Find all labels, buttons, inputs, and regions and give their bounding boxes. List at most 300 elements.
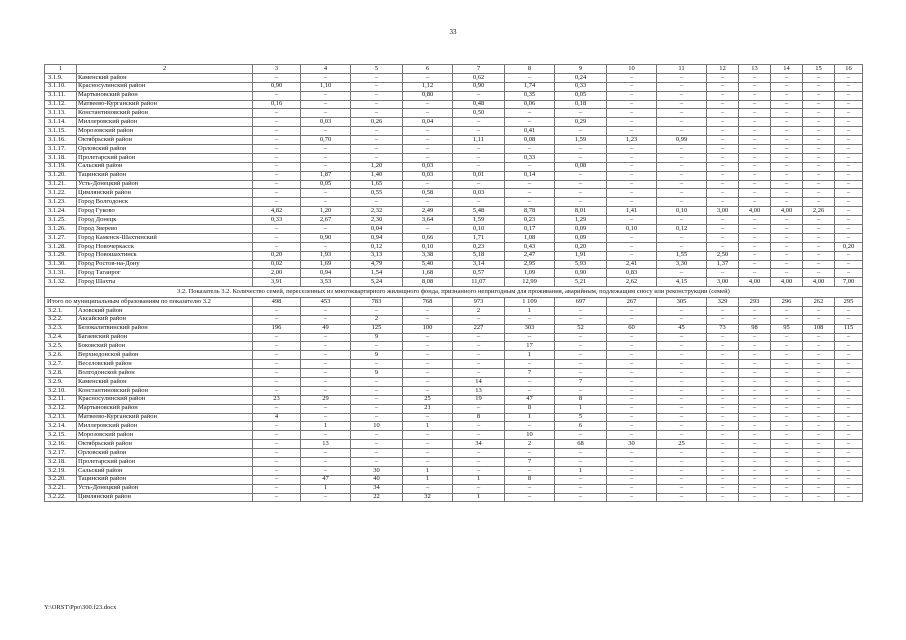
value-cell: 0,62: [453, 73, 505, 82]
value-cell: –: [803, 260, 835, 269]
value-cell: –: [835, 118, 863, 127]
value-cell: –: [835, 360, 863, 369]
municipality-name-cell: Цимлянский район: [77, 493, 253, 502]
table-row: [45, 216, 863, 225]
value-cell: –: [739, 198, 771, 207]
value-cell: 0,08: [505, 136, 555, 145]
table-row: [45, 233, 863, 242]
value-cell: 5,48: [453, 207, 505, 216]
value-cell: 1,29: [555, 216, 607, 225]
row-number-cell: 3.2.5.: [45, 342, 77, 351]
value-cell: –: [835, 342, 863, 351]
value-cell: –: [739, 260, 771, 269]
value-cell: –: [803, 242, 835, 251]
value-cell: –: [771, 440, 803, 449]
value-cell: 1: [301, 484, 351, 493]
row-number-cell: 3.1.32.: [45, 278, 77, 287]
value-cell: 0,01: [453, 171, 505, 180]
value-cell: –: [403, 306, 453, 315]
value-cell: –: [607, 475, 657, 484]
municipality-name-cell: Сальский район: [77, 466, 253, 475]
value-cell: 68: [555, 440, 607, 449]
value-cell: 227: [453, 324, 505, 333]
table-row: [45, 404, 863, 413]
municipality-name-cell: Боковский район: [77, 342, 253, 351]
value-cell: 0,06: [505, 100, 555, 109]
value-cell: –: [739, 127, 771, 136]
value-cell: –: [253, 422, 301, 431]
value-cell: 1,87: [301, 171, 351, 180]
value-cell: –: [771, 484, 803, 493]
value-cell: –: [607, 242, 657, 251]
row-number-cell: 3.2.15.: [45, 431, 77, 440]
row-number-cell: 3.1.11.: [45, 91, 77, 100]
value-cell: –: [403, 153, 453, 162]
value-cell: 0,24: [555, 73, 607, 82]
column-number-cell: 15: [803, 65, 835, 74]
value-cell: –: [707, 395, 739, 404]
value-cell: –: [301, 162, 351, 171]
section-heading-row: [45, 287, 863, 298]
value-cell: 1: [301, 422, 351, 431]
value-cell: –: [803, 466, 835, 475]
row-number-cell: 3.2.14.: [45, 422, 77, 431]
value-cell: 0,02: [253, 260, 301, 269]
value-cell: –: [351, 127, 403, 136]
value-cell: –: [555, 493, 607, 502]
value-cell: –: [803, 431, 835, 440]
row-number-cell: 3.1.26.: [45, 225, 77, 234]
value-cell: –: [707, 422, 739, 431]
value-cell: –: [453, 127, 505, 136]
value-cell: –: [771, 333, 803, 342]
value-cell: –: [771, 315, 803, 324]
value-cell: –: [739, 73, 771, 82]
value-cell: –: [453, 91, 505, 100]
municipality-name-cell: Октябрьский район: [77, 440, 253, 449]
value-cell: –: [403, 386, 453, 395]
value-cell: –: [739, 251, 771, 260]
value-cell: 0,10: [607, 225, 657, 234]
value-cell: –: [707, 369, 739, 378]
value-cell: –: [607, 118, 657, 127]
value-cell: 1,11: [453, 136, 505, 145]
value-cell: 5,24: [351, 278, 403, 287]
value-cell: 1: [453, 493, 505, 502]
value-cell: –: [253, 333, 301, 342]
value-cell: –: [607, 493, 657, 502]
value-cell: –: [555, 109, 607, 118]
value-cell: –: [771, 404, 803, 413]
value-cell: 4,00: [739, 207, 771, 216]
value-cell: –: [351, 413, 403, 422]
value-cell: –: [301, 493, 351, 502]
value-cell: –: [607, 198, 657, 207]
value-cell: 0,33: [505, 153, 555, 162]
value-cell: –: [253, 233, 301, 242]
value-cell: 1,59: [555, 136, 607, 145]
value-cell: –: [555, 351, 607, 360]
value-cell: –: [803, 251, 835, 260]
value-cell: –: [607, 162, 657, 171]
value-cell: –: [301, 377, 351, 386]
value-cell: 0,05: [301, 180, 351, 189]
value-cell: –: [707, 440, 739, 449]
value-cell: –: [707, 136, 739, 145]
value-cell: –: [403, 136, 453, 145]
page-number: 33: [449, 28, 457, 36]
value-cell: –: [505, 315, 555, 324]
municipality-name-cell: Веселовский район: [77, 360, 253, 369]
row-number-cell: 3.2.20.: [45, 475, 77, 484]
value-cell: –: [657, 180, 707, 189]
column-number-cell: 1: [45, 65, 77, 74]
value-cell: 3,53: [301, 278, 351, 287]
value-cell: –: [657, 315, 707, 324]
value-cell: –: [803, 413, 835, 422]
value-cell: –: [707, 466, 739, 475]
municipality-name-cell: Город Новочеркасск: [77, 242, 253, 251]
value-cell: –: [803, 145, 835, 154]
value-cell: –: [505, 180, 555, 189]
value-cell: 0,90: [253, 82, 301, 91]
row-number-cell: 3.2.3.: [45, 324, 77, 333]
value-cell: 32: [403, 493, 453, 502]
value-cell: 1,54: [351, 269, 403, 278]
value-cell: 1: [555, 404, 607, 413]
value-cell: 1,55: [657, 251, 707, 260]
value-cell: –: [403, 484, 453, 493]
value-cell: –: [607, 422, 657, 431]
value-cell: 9: [351, 333, 403, 342]
value-cell: –: [707, 315, 739, 324]
value-cell: –: [771, 395, 803, 404]
value-cell: –: [771, 422, 803, 431]
value-cell: 4,00: [771, 278, 803, 287]
value-cell: 0,17: [505, 225, 555, 234]
value-cell: –: [657, 360, 707, 369]
value-cell: –: [835, 216, 863, 225]
value-cell: –: [803, 153, 835, 162]
value-cell: –: [803, 91, 835, 100]
value-cell: 1,93: [301, 251, 351, 260]
value-cell: –: [707, 216, 739, 225]
value-cell: –: [253, 136, 301, 145]
value-cell: –: [607, 82, 657, 91]
value-cell: –: [403, 360, 453, 369]
value-cell: –: [351, 440, 403, 449]
value-cell: –: [351, 342, 403, 351]
value-cell: 10: [505, 431, 555, 440]
value-cell: –: [803, 171, 835, 180]
value-cell: 13: [301, 440, 351, 449]
value-cell: 21: [403, 404, 453, 413]
row-number-cell: 3.1.28.: [45, 242, 77, 251]
value-cell: –: [301, 315, 351, 324]
table-row: [45, 431, 863, 440]
value-cell: –: [771, 109, 803, 118]
value-cell: –: [657, 73, 707, 82]
total-value-cell: 305: [657, 298, 707, 307]
column-number-cell: 10: [607, 65, 657, 74]
value-cell: 1: [403, 422, 453, 431]
value-cell: –: [707, 493, 739, 502]
value-cell: –: [657, 466, 707, 475]
municipality-name-cell: Город Донецк: [77, 216, 253, 225]
value-cell: –: [253, 449, 301, 458]
value-cell: –: [555, 145, 607, 154]
value-cell: –: [835, 315, 863, 324]
value-cell: –: [351, 109, 403, 118]
total-value-cell: 783: [351, 298, 403, 307]
row-number-cell: 3.2.7.: [45, 360, 77, 369]
value-cell: –: [739, 422, 771, 431]
value-cell: –: [301, 351, 351, 360]
value-cell: –: [707, 171, 739, 180]
value-cell: –: [771, 269, 803, 278]
value-cell: –: [835, 493, 863, 502]
value-cell: 4,00: [739, 278, 771, 287]
table-row: [45, 118, 863, 127]
value-cell: 0,29: [555, 118, 607, 127]
value-cell: –: [835, 395, 863, 404]
value-cell: –: [771, 100, 803, 109]
value-cell: –: [555, 431, 607, 440]
value-cell: –: [607, 449, 657, 458]
value-cell: –: [835, 369, 863, 378]
value-cell: –: [835, 127, 863, 136]
value-cell: –: [505, 118, 555, 127]
value-cell: –: [253, 351, 301, 360]
value-cell: –: [403, 413, 453, 422]
value-cell: –: [351, 449, 403, 458]
value-cell: 3,38: [403, 251, 453, 260]
municipality-name-cell: Город Новошахтинск: [77, 251, 253, 260]
value-cell: –: [657, 127, 707, 136]
value-cell: –: [253, 242, 301, 251]
municipality-name-cell: Каменский район: [77, 377, 253, 386]
total-label: Итого по муниципальным образованиям по показателю 3.2: [45, 298, 253, 307]
value-cell: –: [403, 315, 453, 324]
value-cell: 1,09: [505, 269, 555, 278]
value-cell: 1: [505, 306, 555, 315]
value-cell: –: [739, 449, 771, 458]
value-cell: –: [657, 118, 707, 127]
value-cell: 0,99: [657, 136, 707, 145]
municipality-name-cell: Город Зверево: [77, 225, 253, 234]
municipality-name-cell: Тацинский район: [77, 475, 253, 484]
value-cell: –: [707, 189, 739, 198]
value-cell: –: [253, 315, 301, 324]
value-cell: –: [707, 233, 739, 242]
value-cell: 303: [505, 324, 555, 333]
value-cell: –: [555, 180, 607, 189]
value-cell: 19: [453, 395, 505, 404]
column-number-cell: 13: [739, 65, 771, 74]
value-cell: –: [253, 225, 301, 234]
value-cell: –: [253, 118, 301, 127]
value-cell: 23: [253, 395, 301, 404]
value-cell: –: [803, 216, 835, 225]
row-number-cell: 3.1.21.: [45, 180, 77, 189]
value-cell: –: [707, 242, 739, 251]
value-cell: 9: [351, 369, 403, 378]
value-cell: 6: [555, 422, 607, 431]
value-cell: –: [453, 342, 505, 351]
value-cell: –: [607, 153, 657, 162]
value-cell: –: [835, 91, 863, 100]
column-number-cell: 11: [657, 65, 707, 74]
value-cell: 2,00: [253, 269, 301, 278]
value-cell: –: [403, 377, 453, 386]
value-cell: 95: [771, 324, 803, 333]
value-cell: –: [301, 466, 351, 475]
value-cell: –: [351, 153, 403, 162]
value-cell: –: [707, 153, 739, 162]
value-cell: –: [555, 449, 607, 458]
value-cell: –: [657, 145, 707, 154]
value-cell: 47: [505, 395, 555, 404]
value-cell: –: [555, 315, 607, 324]
value-cell: –: [771, 225, 803, 234]
value-cell: –: [253, 484, 301, 493]
value-cell: 49: [301, 324, 351, 333]
row-number-cell: 3.2.4.: [45, 333, 77, 342]
value-cell: –: [453, 180, 505, 189]
table-row: [45, 351, 863, 360]
table-row: [45, 198, 863, 207]
value-cell: –: [351, 458, 403, 467]
table-row: [45, 458, 863, 467]
value-cell: –: [403, 351, 453, 360]
value-cell: 0,48: [453, 100, 505, 109]
value-cell: –: [607, 189, 657, 198]
value-cell: 0,94: [301, 269, 351, 278]
value-cell: –: [607, 395, 657, 404]
value-cell: 73: [707, 324, 739, 333]
value-cell: –: [707, 180, 739, 189]
column-number-cell: 16: [835, 65, 863, 74]
value-cell: –: [739, 100, 771, 109]
value-cell: –: [739, 493, 771, 502]
value-cell: 5,18: [453, 251, 505, 260]
total-value-cell: 768: [403, 298, 453, 307]
value-cell: –: [739, 91, 771, 100]
value-cell: –: [607, 466, 657, 475]
value-cell: 5: [555, 413, 607, 422]
value-cell: –: [555, 189, 607, 198]
value-cell: 2,50: [707, 251, 739, 260]
value-cell: –: [803, 351, 835, 360]
total-value-cell: 329: [707, 298, 739, 307]
value-cell: –: [301, 145, 351, 154]
municipality-name-cell: Город Таганрог: [77, 269, 253, 278]
municipality-name-cell: Цимлянский район: [77, 189, 253, 198]
value-cell: –: [803, 440, 835, 449]
value-cell: 0,03: [403, 171, 453, 180]
value-cell: –: [707, 109, 739, 118]
value-cell: –: [403, 369, 453, 378]
value-cell: –: [301, 109, 351, 118]
table-row: [45, 422, 863, 431]
value-cell: –: [707, 449, 739, 458]
value-cell: –: [301, 91, 351, 100]
value-cell: –: [657, 189, 707, 198]
value-cell: –: [351, 145, 403, 154]
value-cell: 0,33: [253, 216, 301, 225]
value-cell: 8: [453, 413, 505, 422]
value-cell: –: [453, 162, 505, 171]
value-cell: 2,62: [607, 278, 657, 287]
value-cell: –: [607, 180, 657, 189]
value-cell: –: [505, 145, 555, 154]
value-cell: –: [253, 198, 301, 207]
value-cell: –: [607, 431, 657, 440]
value-cell: –: [453, 404, 505, 413]
value-cell: –: [607, 369, 657, 378]
value-cell: –: [707, 484, 739, 493]
value-cell: 0,03: [301, 118, 351, 127]
value-cell: 10: [351, 422, 403, 431]
value-cell: –: [835, 440, 863, 449]
value-cell: –: [835, 377, 863, 386]
value-cell: –: [253, 377, 301, 386]
value-cell: 0,66: [403, 233, 453, 242]
value-cell: –: [739, 369, 771, 378]
value-cell: –: [301, 225, 351, 234]
value-cell: –: [739, 136, 771, 145]
value-cell: –: [253, 440, 301, 449]
value-cell: –: [301, 386, 351, 395]
value-cell: 0,10: [403, 242, 453, 251]
value-cell: –: [803, 369, 835, 378]
municipality-name-cell: Миллеровский район: [77, 118, 253, 127]
row-number-cell: 3.2.18.: [45, 458, 77, 467]
value-cell: –: [453, 422, 505, 431]
row-number-cell: 3.1.30.: [45, 260, 77, 269]
value-cell: –: [771, 342, 803, 351]
municipality-name-cell: Мартыновский район: [77, 404, 253, 413]
value-cell: –: [771, 413, 803, 422]
value-cell: –: [555, 306, 607, 315]
value-cell: –: [739, 242, 771, 251]
value-cell: –: [453, 484, 505, 493]
value-cell: 0,41: [505, 127, 555, 136]
value-cell: –: [555, 386, 607, 395]
value-cell: –: [453, 458, 505, 467]
total-value-cell: 973: [453, 298, 505, 307]
value-cell: –: [835, 351, 863, 360]
value-cell: 0,16: [253, 100, 301, 109]
municipality-name-cell: Каменский район: [77, 73, 253, 82]
value-cell: –: [505, 449, 555, 458]
value-cell: –: [657, 431, 707, 440]
value-cell: –: [739, 269, 771, 278]
value-cell: –: [657, 395, 707, 404]
value-cell: 98: [739, 324, 771, 333]
value-cell: –: [453, 360, 505, 369]
row-number-cell: 3.2.17.: [45, 449, 77, 458]
table-row: [45, 360, 863, 369]
value-cell: 1: [403, 475, 453, 484]
row-number-cell: 3.1.15.: [45, 127, 77, 136]
municipality-name-cell: Белокалитвинский район: [77, 324, 253, 333]
value-cell: –: [803, 198, 835, 207]
value-cell: –: [707, 145, 739, 154]
value-cell: 25: [403, 395, 453, 404]
value-cell: –: [835, 484, 863, 493]
value-cell: –: [403, 100, 453, 109]
